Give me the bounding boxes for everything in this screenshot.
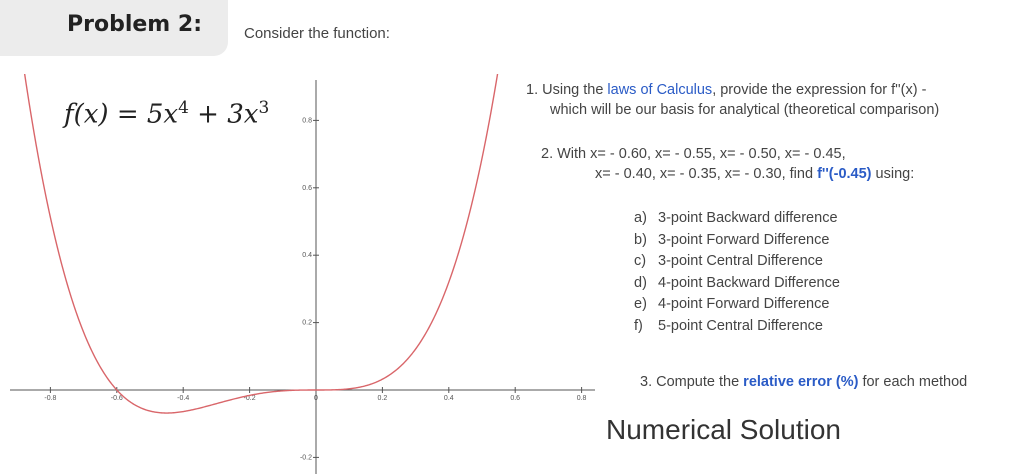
function-formula [64, 98, 269, 130]
option-letter: c) [634, 253, 647, 269]
method-options-list [634, 208, 840, 337]
formula-lhs: f(x) = 5x [64, 99, 179, 130]
x-tick-label: 0.6 [510, 395, 521, 402]
question-2 [541, 144, 914, 184]
x-tick-label: -0.4 [177, 395, 190, 402]
option-letter: a) [634, 210, 647, 226]
x-tick-label: 0.4 [443, 395, 454, 402]
list-item [634, 294, 840, 316]
option-text: 3-point Backward difference [658, 210, 838, 226]
option-letter: b) [634, 231, 647, 248]
list-item [634, 230, 840, 252]
f-double-prime-highlight: f''(-0.45) [817, 166, 872, 182]
x-tick-label: 0.2 [377, 395, 388, 402]
q3-post: for each method [858, 374, 968, 390]
list-item [634, 208, 840, 230]
list-item [634, 273, 840, 295]
option-text: 5-point Central Difference [658, 317, 823, 334]
laws-of-calculus-link: laws of Calculus [607, 82, 713, 98]
x-tick-label: -0.8 [44, 395, 57, 402]
option-letter: f) [634, 317, 643, 334]
q2-line2-pre: x= - 0.40, x= - 0.35, x= - 0.30, find [595, 166, 818, 182]
formula-exponent-3: 3 [258, 98, 270, 118]
q1-post: , provide the expression for f''(x) - [712, 82, 927, 98]
x-tick-label: 0 [314, 395, 318, 402]
q2-line1: 2. With x= - 0.60, x= - 0.55, x= - 0.50, x= - 0.45, [541, 146, 846, 162]
list-item [634, 316, 840, 338]
x-tick-label: -0.6 [110, 395, 123, 402]
y-tick-label: -0.2 [299, 454, 312, 462]
option-text: 3-point Central Difference [658, 253, 823, 269]
option-text: 4-point Backward Difference [658, 274, 840, 291]
x-tick-label: -0.2 [243, 395, 256, 402]
question-3 [640, 372, 967, 392]
formula-plus-term: + 3x [188, 99, 259, 130]
y-tick-label: 0.4 [302, 252, 312, 260]
q1-line2: which will be our basis for analytical (theoretical comparison) [550, 102, 940, 118]
option-letter: d) [634, 274, 647, 291]
numerical-solution-heading: Numerical Solution [606, 414, 841, 445]
problem-title: Problem 2: [67, 12, 202, 37]
problem-header-tab [0, 0, 228, 56]
y-tick-label: 0.6 [302, 184, 312, 192]
y-tick-label: 0.8 [302, 117, 312, 125]
x-tick-label: 0.8 [576, 395, 587, 402]
q3-pre: 3. Compute the [640, 374, 744, 390]
formula-exponent-4: 4 [178, 98, 189, 118]
intro-text: Consider the function: [244, 25, 390, 42]
q2-line2-post: using: [871, 166, 915, 182]
q1-pre: 1. Using the [526, 82, 608, 98]
option-text: 4-point Forward Difference [658, 296, 830, 312]
relative-error-highlight: relative error (%) [743, 374, 859, 390]
option-text: 3-point Forward Difference [658, 231, 830, 248]
option-letter: e) [634, 296, 647, 312]
question-1 [526, 80, 939, 120]
list-item [634, 251, 840, 273]
y-tick-label: 0.2 [302, 319, 312, 327]
